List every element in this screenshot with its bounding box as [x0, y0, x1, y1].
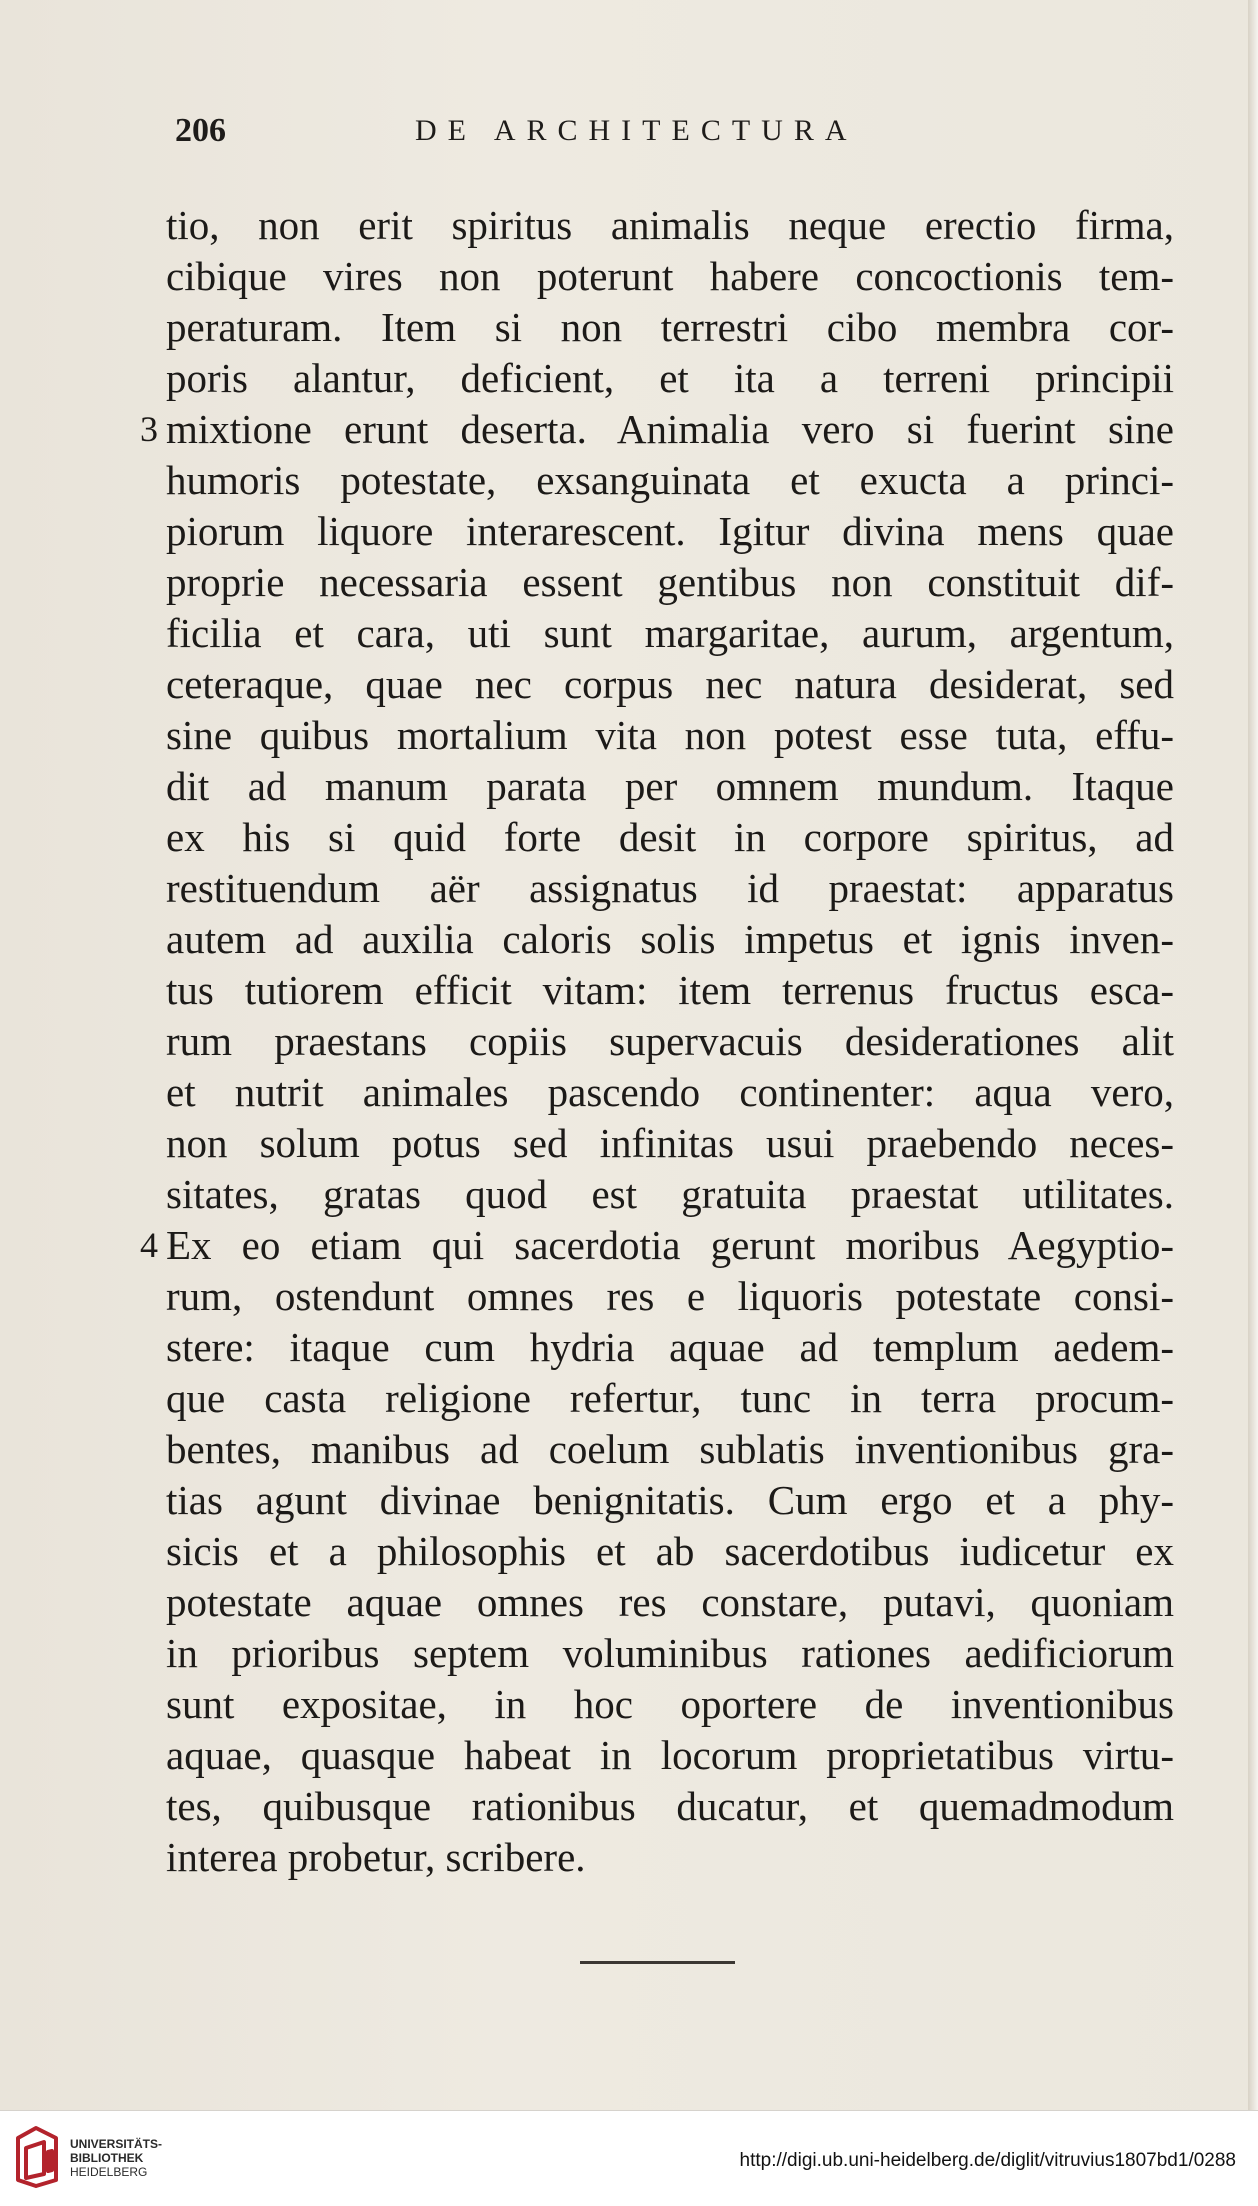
text-line: autem ad auxilia caloris solis impetus et ignis inven- [166, 916, 1174, 962]
page-number: 206 [175, 112, 226, 149]
text-line: ficilia et cara, uti sunt margaritae, aurum, argentum, [166, 610, 1174, 656]
text-line: sitates, gratas quod est gratuita praestat utilitates. [166, 1171, 1174, 1217]
running-title: DE ARCHITECTURA [415, 114, 858, 147]
text-line: sicis et a philosophis et ab sacerdotibus iudicetur ex [166, 1528, 1174, 1574]
text-line: proprie necessaria essent gentibus non constituit dif- [166, 559, 1174, 605]
library-name-line: UNIVERSITÄTS- [70, 2137, 163, 2151]
text-line: stere: itaque cum hydria aquae ad templum aedem- [166, 1324, 1174, 1370]
page-edge [1248, 0, 1258, 2110]
text-line: ceteraque, quae nec corpus nec natura desiderat, sed [166, 661, 1174, 707]
text-line: et nutrit animales pascendo continenter: aqua vero, [166, 1069, 1174, 1115]
library-name [70, 2137, 190, 2179]
text-line: potestate aquae omnes res constare, putavi, quoniam [166, 1579, 1174, 1625]
text-line: cibique vires non poterunt habere concoctionis tem- [166, 253, 1174, 299]
text-line: rum, ostendunt omnes res e liquoris potestate consi- [166, 1273, 1174, 1319]
text-line: tes, quibusque rationibus ducatur, et quemadmodum [166, 1783, 1174, 1829]
university-library-logo-icon [12, 2124, 62, 2190]
running-head [175, 112, 935, 162]
text-line: bentes, manibus ad coelum sublatis inventionibus gra- [166, 1426, 1174, 1472]
text-line: sine quibus mortalium vita non potest esse tuta, effu- [166, 712, 1174, 758]
library-name-line: BIBLIOTHEK [70, 2151, 144, 2165]
text-line: aquae, quasque habeat in locorum proprietatibus virtu- [166, 1732, 1174, 1778]
text-line: dit ad manum parata per omnem mundum. Itaque [166, 763, 1174, 809]
text-line: interea probetur, scribere. [166, 1834, 586, 1880]
text-line: mixtione erunt deserta. Animalia vero si fuerint sine [166, 406, 1174, 452]
section-number: 4 [140, 1225, 158, 1265]
text-line: restituendum aër assignatus id praestat: apparatus [166, 865, 1174, 911]
text-line: rum praestans copiis supervacuis desiderationes alit [166, 1018, 1174, 1064]
text-line: Ex eo etiam qui sacerdotia gerunt moribus Aegyptio- [166, 1222, 1174, 1268]
citation-url[interactable]: http://digi.ub.uni-heidelberg.de/diglit/vitruvius1807bd1/0288 [739, 2150, 1236, 2171]
text-line: tus tutiorem efficit vitam: item terrenus fructus esca- [166, 967, 1174, 1013]
text-line: peraturam. Item si non terrestri cibo membra cor- [166, 304, 1174, 350]
text-line: sunt expositae, in hoc oportere de inventionibus [166, 1681, 1174, 1727]
library-name-line: HEIDELBERG [70, 2165, 148, 2179]
section-number: 3 [140, 409, 158, 449]
text-line: non solum potus sed infinitas usui praebendo neces- [166, 1120, 1174, 1166]
text-line: que casta religione refertur, tunc in terra procum- [166, 1375, 1174, 1421]
text-line: in prioribus septem voluminibus rationes aedificiorum [166, 1630, 1174, 1676]
text-line: tio, non erit spiritus animalis neque erectio firma, [166, 202, 1174, 248]
text-line: piorum liquore interarescent. Igitur divina mens quae [166, 508, 1174, 554]
text-line: tias agunt divinae benignitatis. Cum ergo et a phy- [166, 1477, 1174, 1523]
closing-rule [580, 1961, 735, 1964]
text-line: humoris potestate, exsanguinata et exucta a princi- [166, 457, 1174, 503]
text-line: ex his si quid forte desit in corpore spiritus, ad [166, 814, 1174, 860]
text-line: poris alantur, deficient, et ita a terreni principii [166, 355, 1174, 401]
